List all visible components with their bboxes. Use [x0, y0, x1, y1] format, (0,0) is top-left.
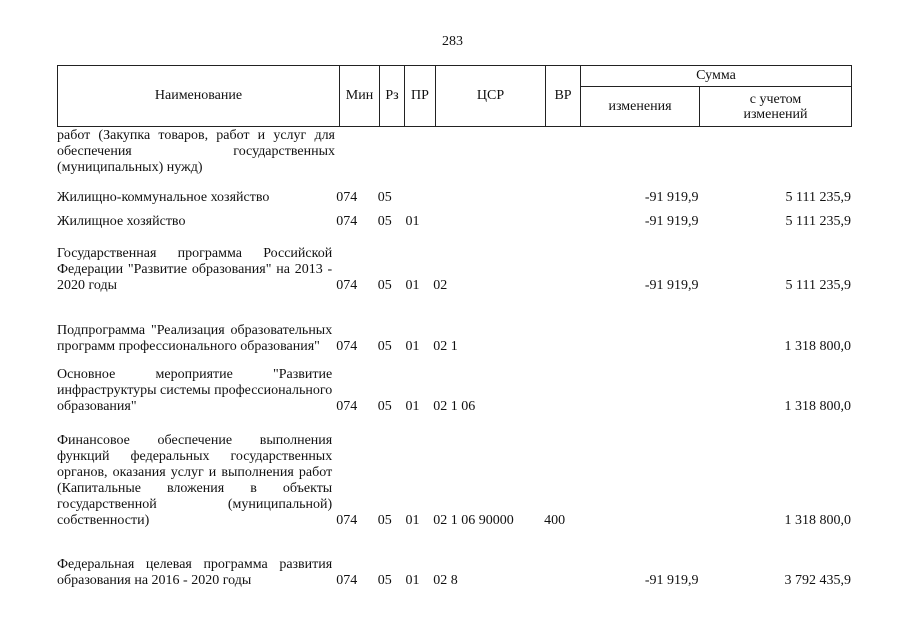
- row-total: 5 111 235,9: [785, 214, 851, 229]
- page-number: 283: [442, 34, 463, 49]
- row-total: 1 318 800,0: [784, 339, 851, 354]
- row-name: Государственная программа Российской Федерации "Развитие образования" на 2013 - 2020 годы: [57, 246, 333, 293]
- row-min: 074: [336, 190, 358, 205]
- row-csr: 02 1 06: [433, 399, 476, 414]
- row-pr: 01: [405, 278, 420, 293]
- table-row: [57, 230, 851, 294]
- row-vr: 400: [544, 513, 566, 528]
- row-name: Жилищно-коммунальное хозяйство: [57, 190, 270, 205]
- header-vr: ВР: [546, 66, 581, 127]
- row-total: 5 111 235,9: [785, 190, 851, 205]
- row-min: 074: [336, 214, 358, 229]
- row-csr: 02 1 06 90000: [433, 513, 514, 528]
- header-change: изменения: [581, 87, 700, 127]
- row-pr: 01: [405, 399, 420, 414]
- row-rz: 05: [377, 399, 392, 414]
- row-rz: 05: [377, 573, 392, 588]
- table-row: [57, 294, 851, 355]
- header-name: Наименование: [58, 66, 340, 127]
- header-csr: ЦСР: [436, 66, 546, 127]
- row-name: Жилищное хозяйство: [57, 214, 186, 229]
- row-min: 074: [336, 513, 358, 528]
- table-row: [57, 355, 851, 415]
- row-change: -91 919,9: [644, 214, 699, 229]
- row-min: 074: [336, 573, 358, 588]
- row-rz: 05: [377, 190, 392, 205]
- row-rz: 05: [377, 278, 392, 293]
- header-rz: Рз: [380, 66, 405, 127]
- row-pr: 01: [405, 214, 420, 229]
- table-row: [57, 206, 851, 230]
- row-rz: 05: [377, 513, 392, 528]
- row-rz: 05: [377, 214, 392, 229]
- row-name: Финансовое обеспечение выполнения функций федеральных государственных органов, оказания услуг и выполнения работ (Капитальные вложения в объекты государственной (муниципальной) собственности): [57, 433, 333, 528]
- row-min: 074: [336, 339, 358, 354]
- table-body: [57, 128, 851, 589]
- header-pr: ПР: [405, 66, 436, 127]
- row-total: 3 792 435,9: [784, 573, 851, 588]
- table-header: [57, 65, 852, 127]
- row-total: 5 111 235,9: [785, 278, 851, 293]
- row-pr: 01: [405, 513, 420, 528]
- header-sum: Сумма: [581, 66, 852, 87]
- table-row: [57, 529, 851, 589]
- table-row: [57, 415, 851, 529]
- row-min: 074: [336, 399, 358, 414]
- row-change: -91 919,9: [644, 190, 699, 205]
- row-rz: 05: [377, 339, 392, 354]
- row-name: Основное мероприятие "Развитие инфраструктуры системы профессионального образования": [57, 367, 333, 414]
- row-pr: 01: [405, 573, 420, 588]
- row-name: работ (Закупка товаров, работ и услуг для обеспечения государственных (муниципальных) нужд): [57, 128, 335, 175]
- row-change: -91 919,9: [644, 278, 699, 293]
- table-row: [57, 176, 851, 206]
- row-name: Подпрограмма "Реализация образовательных программ профессионального образования": [57, 323, 333, 354]
- row-total: 1 318 800,0: [784, 399, 851, 414]
- row-csr: 02: [433, 278, 448, 293]
- row-total: 1 318 800,0: [784, 513, 851, 528]
- table-row: [57, 128, 851, 176]
- row-min: 074: [336, 278, 358, 293]
- row-csr: 02 1: [433, 339, 458, 354]
- row-pr: 01: [405, 339, 420, 354]
- row-name: Федеральная целевая программа развития образования на 2016 - 2020 годы: [57, 557, 333, 588]
- row-csr: 02 8: [433, 573, 458, 588]
- header-min: Мин: [340, 66, 380, 127]
- header-with-change: с учетом изменений: [700, 87, 852, 127]
- row-change: -91 919,9: [644, 573, 699, 588]
